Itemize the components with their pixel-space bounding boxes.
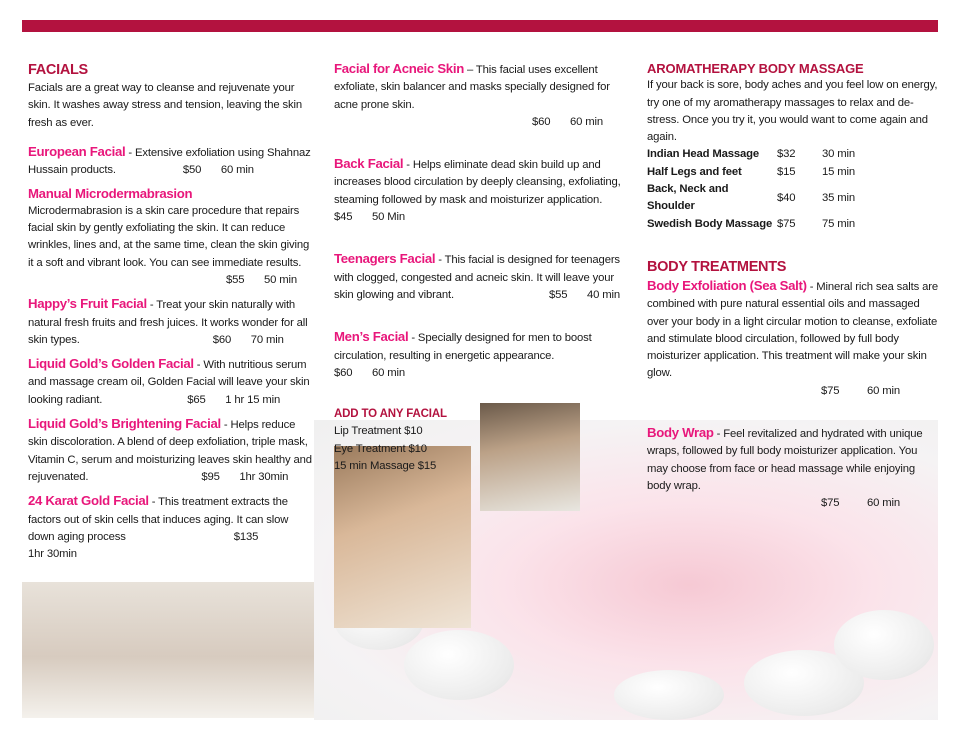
karat-facial-text: - This treatment extracts the factors out of skin cells that induces aging. It can slow down aging process [28,496,289,543]
acneic-facial-duration: 60 min [570,115,604,128]
massage-price: $40 [777,191,796,204]
addon-item: Eye Treatment $10 [334,442,427,455]
facials-intro: Facials are a great way to cleanse and rejuvenate your skin. It washes away stress and tension, leaving the skin fresh as ever. [28,82,303,129]
massage-price: $15 [777,165,796,178]
back-facial [334,155,624,226]
brightening-facial-duration: 1hr 30min [239,470,289,483]
karat-facial-price: $135 [233,530,259,543]
back-facial-duration: 50 Min [372,211,406,224]
massage-name: Indian Head Massage [647,148,760,161]
mens-facial-duration: 60 min [372,366,406,379]
teen-facial-price: $55 [548,288,568,301]
teen-facial-title: Teenagers Facial [334,251,436,267]
addons-heading: ADD TO ANY FACIAL [334,408,447,421]
top-accent-bar [22,20,938,32]
massage-name: Half Legs and feet [647,165,742,178]
brightening-facial [28,415,313,486]
table-row [647,181,855,216]
fruit-facial-text: - Treat your skin naturally with natural fresh fruits and fresh juices. It works wonder for all skin types. [28,299,308,346]
golden-facial-title: Liquid Gold’s Golden Facial [28,356,194,372]
acneic-facial-price: $60 [532,115,551,128]
acneic-facial-text: – This facial uses excellent exfoliate, skin balancer and masks specially designed for acne prone skin. [334,64,610,111]
brightening-facial-text: - Helps reduce skin discoloration. A blend of deep exfoliation, triple mask, Vitamin C, serum and moisturizing leaves skin healthy and rejuvenated. [28,419,312,483]
microdermabrasion-duration: 50 min [264,273,298,286]
body-wrap [647,424,939,512]
massage-name: Swedish Body Massage [647,217,773,230]
massage-name: Back, Neck and Shoulder [647,183,729,213]
body-wrap-text: - Feel revitalized and hydrated with unique wraps, followed by full body moisturizer application. You may choose from face or head massage while enjoying body wrap. [647,428,923,492]
column-facials [28,60,313,563]
column-facials-2 [334,60,624,475]
table-row [647,216,855,233]
body-exfoliation-text: - Mineral rich sea salts are combined with pure natural essential oils and massaged over your body in a light circular motion to cleanse, exfoliate and stimulate blood circulation, followed by full body moisturizer application. This treatment will make your skin glow. [647,280,938,380]
body-exfoliation [647,277,939,400]
massage-price: $32 [777,148,796,161]
golden-facial-duration: 1 hr 15 min [225,393,281,406]
massage-duration: 35 min [822,191,856,204]
back-facial-title: Back Facial [334,156,404,172]
mens-facial-text: - Specially designed for men to boost circulation, resulting in energetic appearance. [334,332,592,362]
karat-facial-duration: 1hr 30min [28,548,77,561]
massage-price: $75 [777,217,796,230]
body-wrap-price: $75 [821,497,840,510]
acneic-facial [334,60,624,131]
european-facial-title: European Facial [28,143,126,159]
fruit-facial-duration: 70 min [250,333,284,346]
mens-facial-title: Men’s Facial [334,329,409,345]
body-exfoliation-price: $75 [821,384,840,397]
fruit-facial-title: Happy’s Fruit Facial [28,296,147,312]
body-treatments-heading: BODY TREATMENTS [647,258,787,275]
golden-facial [28,355,313,409]
microdermabrasion-title: Manual Microdermabrasion [28,186,193,202]
column-body [647,60,939,513]
table-row [647,146,855,163]
massage-duration: 75 min [822,217,856,230]
aroma-heading: AROMATHERAPY BODY MASSAGE [647,61,864,76]
body-exfoliation-duration: 60 min [867,384,901,397]
brightening-facial-title: Liquid Gold’s Brightening Facial [28,416,221,432]
brightening-facial-price: $95 [201,470,220,483]
fruit-facial [28,295,313,349]
teen-facial [334,250,624,304]
microdermabrasion [28,185,313,289]
fruit-facial-price: $60 [212,333,232,346]
teen-facial-duration: 40 min [586,288,620,301]
facials-heading: FACIALS [28,62,88,78]
mens-facial [334,328,624,382]
mens-facial-price: $60 [334,366,353,379]
european-facial [28,143,313,180]
aroma-intro: If your back is sore, body aches and you feel low on energy, try one of my aromatherapy massages to relax and de-stress. Once you try it, you would want to come again and again. [647,79,938,144]
body-wrap-duration: 60 min [867,497,901,510]
teen-facial-text: - This facial is designed for teenagers with clogged, congested and acneic skin. It will leave your skin glowing and vibrant. [334,254,620,301]
karat-facial [28,492,313,563]
addons-section [334,406,624,475]
karat-facial-title: 24 Karat Gold Facial [28,493,149,509]
microdermabrasion-price: $55 [226,273,245,286]
massage-duration: 15 min [822,165,856,178]
acneic-facial-title: Facial for Acneic Skin [334,61,464,76]
addon-item: 15 min Massage $15 [334,460,437,473]
body-wrap-title: Body Wrap [647,425,714,441]
back-facial-price: $45 [334,211,353,224]
massage-photo [22,582,314,718]
body-exfoliation-title: Body Exfoliation (Sea Salt) [647,277,807,293]
addon-item: Lip Treatment $10 [334,425,423,438]
massage-price-table [647,146,855,232]
massage-duration: 30 min [822,148,856,161]
back-facial-text: - Helps eliminate dead skin build up and increases blood circulation by deeply cleansing, exfoliating, steaming followed by mask and moisturizer application. [334,159,621,206]
golden-facial-price: $65 [187,393,206,406]
european-facial-duration: 60 min [220,164,254,177]
golden-facial-text: - With nutritious serum and massage cream oil, Golden Facial will leave your skin looking radiant. [28,359,310,406]
table-row [647,164,855,181]
european-facial-price: $50 [182,164,202,177]
microdermabrasion-text: Microdermabrasion is a skin care procedure that repairs facial skin by gently exfoliating the skin. It can reduce wrinkles, lines and, at the same time, clean the skin giving it a soft and vibrant look. You can see immediate results. [28,204,310,269]
european-facial-text: - Extensive exfoliation using Shahnaz Hussain products. [28,146,311,177]
